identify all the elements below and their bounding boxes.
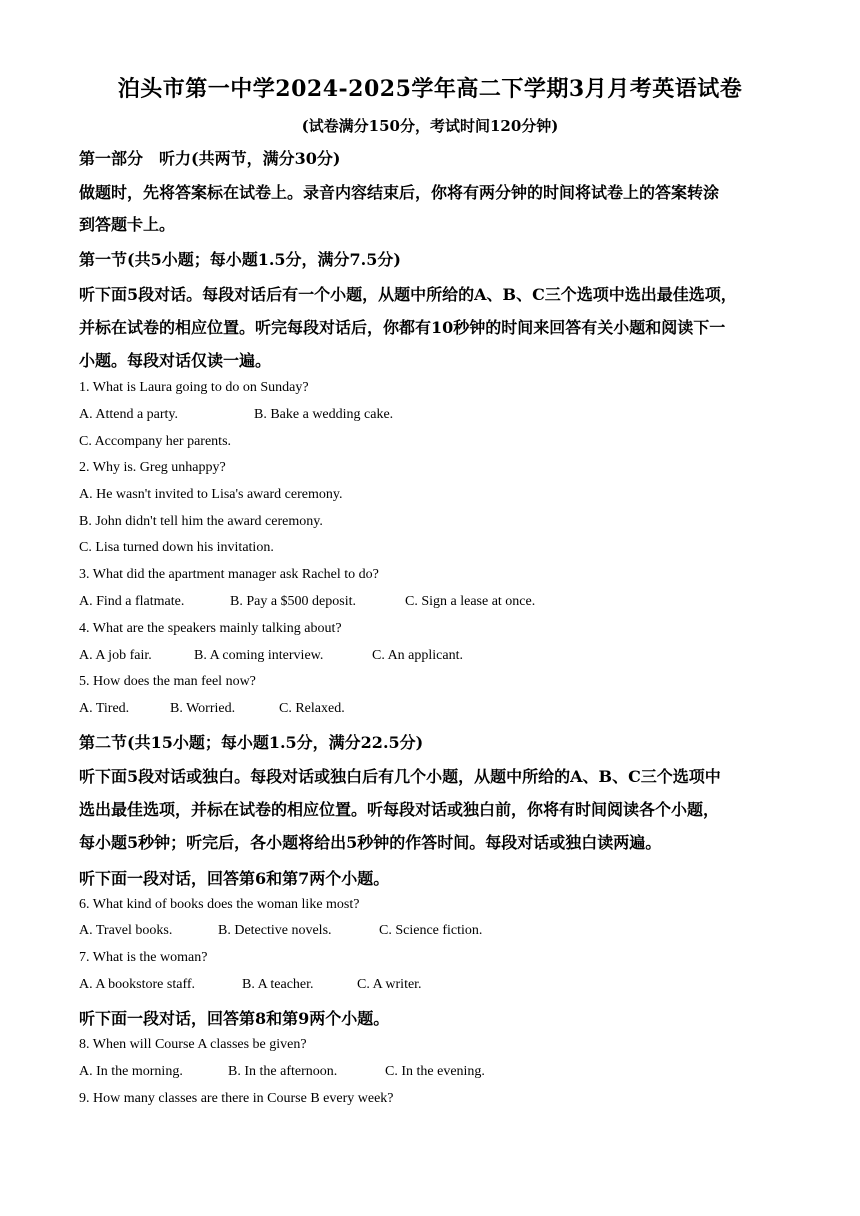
question-2: 2. Why is. Greg unhappy? [79, 460, 226, 475]
option-b: B. In the afternoon. [228, 1064, 338, 1079]
option-a: A. He wasn't invited to Lisa's award ceremony. [79, 487, 343, 502]
option-c: C. Relaxed. [279, 701, 345, 716]
option-c: C. Accompany her parents. [79, 434, 232, 449]
exam-subtitle: (试卷满分150分，考试时间120分钟) [301, 117, 559, 135]
question-8-options [79, 1064, 485, 1080]
question-7: 7. What is the woman? [79, 950, 208, 965]
question-1: 1. What is Laura going to do on Sunday? [79, 380, 309, 395]
option-a: A. Tired. [79, 701, 130, 716]
question-8: 8. When will Course A classes be given? [79, 1037, 307, 1052]
section2-intro-line2: 选出最佳选项，并标在试卷的相应位置。听每段对话或独白前，你将有时间阅读各个小题， [79, 800, 720, 819]
question-3-options [79, 594, 535, 610]
question-7-options [79, 977, 422, 993]
question-4: 4. What are the speakers mainly talking about? [79, 621, 342, 636]
question-1-options [79, 407, 393, 423]
section1-intro-line2: 并标在试卷的相应位置。听完每段对话后，你都有10秒钟的时间来回答有关小题和阅读下一 [79, 318, 726, 337]
section1-intro-line1: 听下面5段对话。每段对话后有一个小题，从题中所给的A、B、C三个选项中选出最佳选项， [79, 285, 737, 304]
section1-heading: 第一节(共5小题；每小题1.5分，满分7.5分) [79, 250, 401, 269]
question-5-options [79, 701, 345, 717]
question-9: 9. How many classes are there in Course B every week? [79, 1091, 394, 1106]
option-b: B. John didn't tell him the award ceremony. [79, 514, 323, 529]
option-c: C. A writer. [357, 977, 422, 992]
section2-heading: 第二节(共15小题；每小题1.5分，满分22.5分) [79, 733, 424, 752]
option-c: C. An applicant. [372, 648, 463, 663]
option-a: A. In the morning. [79, 1064, 183, 1079]
question-6: 6. What kind of books does the woman like most? [79, 897, 360, 912]
option-c: C. In the evening. [385, 1064, 485, 1079]
part1-heading: 第一部分 听力(共两节，满分30分) [79, 149, 341, 168]
option-b: B. Bake a wedding cake. [254, 407, 394, 422]
section2-intro-line3: 每小题5秒钟；听完后，各小题将给出5秒钟的作答时间。每段对话或独白读两遍。 [79, 833, 662, 852]
option-b: B. A coming interview. [194, 648, 324, 663]
option-a: A. Find a flatmate. [79, 594, 185, 609]
option-a: A. Travel books. [79, 923, 173, 938]
group-8-9-instruction: 听下面一段对话，回答第8和第9两个小题。 [79, 1009, 390, 1028]
question-6-options [79, 923, 482, 939]
option-b: B. Worried. [170, 701, 236, 716]
option-a: A. A bookstore staff. [79, 977, 196, 992]
section2-intro-line1: 听下面5段对话或独白。每段对话或独白后有几个小题，从题中所给的A、B、C三个选项中 [79, 767, 721, 786]
option-a: A. A job fair. [79, 648, 152, 663]
part1-intro-line1: 做题时，先将答案标在试卷上。录音内容结束后，你将有两分钟的时间将试卷上的答案转涂 [79, 183, 720, 202]
exam-title: 泊头市第一中学2024-2025学年高二下学期3月月考英语试卷 [117, 76, 743, 102]
question-3: 3. What did the apartment manager ask Rachel to do? [79, 567, 379, 582]
option-c: C. Science fiction. [379, 923, 483, 938]
option-b: B. Detective novels. [218, 923, 332, 938]
question-5: 5. How does the man feel now? [79, 674, 256, 689]
part1-intro-line2: 到答题卡上。 [79, 215, 176, 234]
option-c: C. Lisa turned down his invitation. [79, 540, 274, 555]
option-b: B. A teacher. [242, 977, 314, 992]
option-a: A. Attend a party. [79, 407, 179, 422]
option-c: C. Sign a lease at once. [405, 594, 536, 609]
section1-intro-line3: 小题。每段对话仅读一遍。 [79, 351, 272, 370]
group-6-7-instruction: 听下面一段对话，回答第6和第7两个小题。 [79, 869, 390, 888]
question-4-options [79, 648, 463, 664]
option-b: B. Pay a $500 deposit. [230, 594, 356, 609]
